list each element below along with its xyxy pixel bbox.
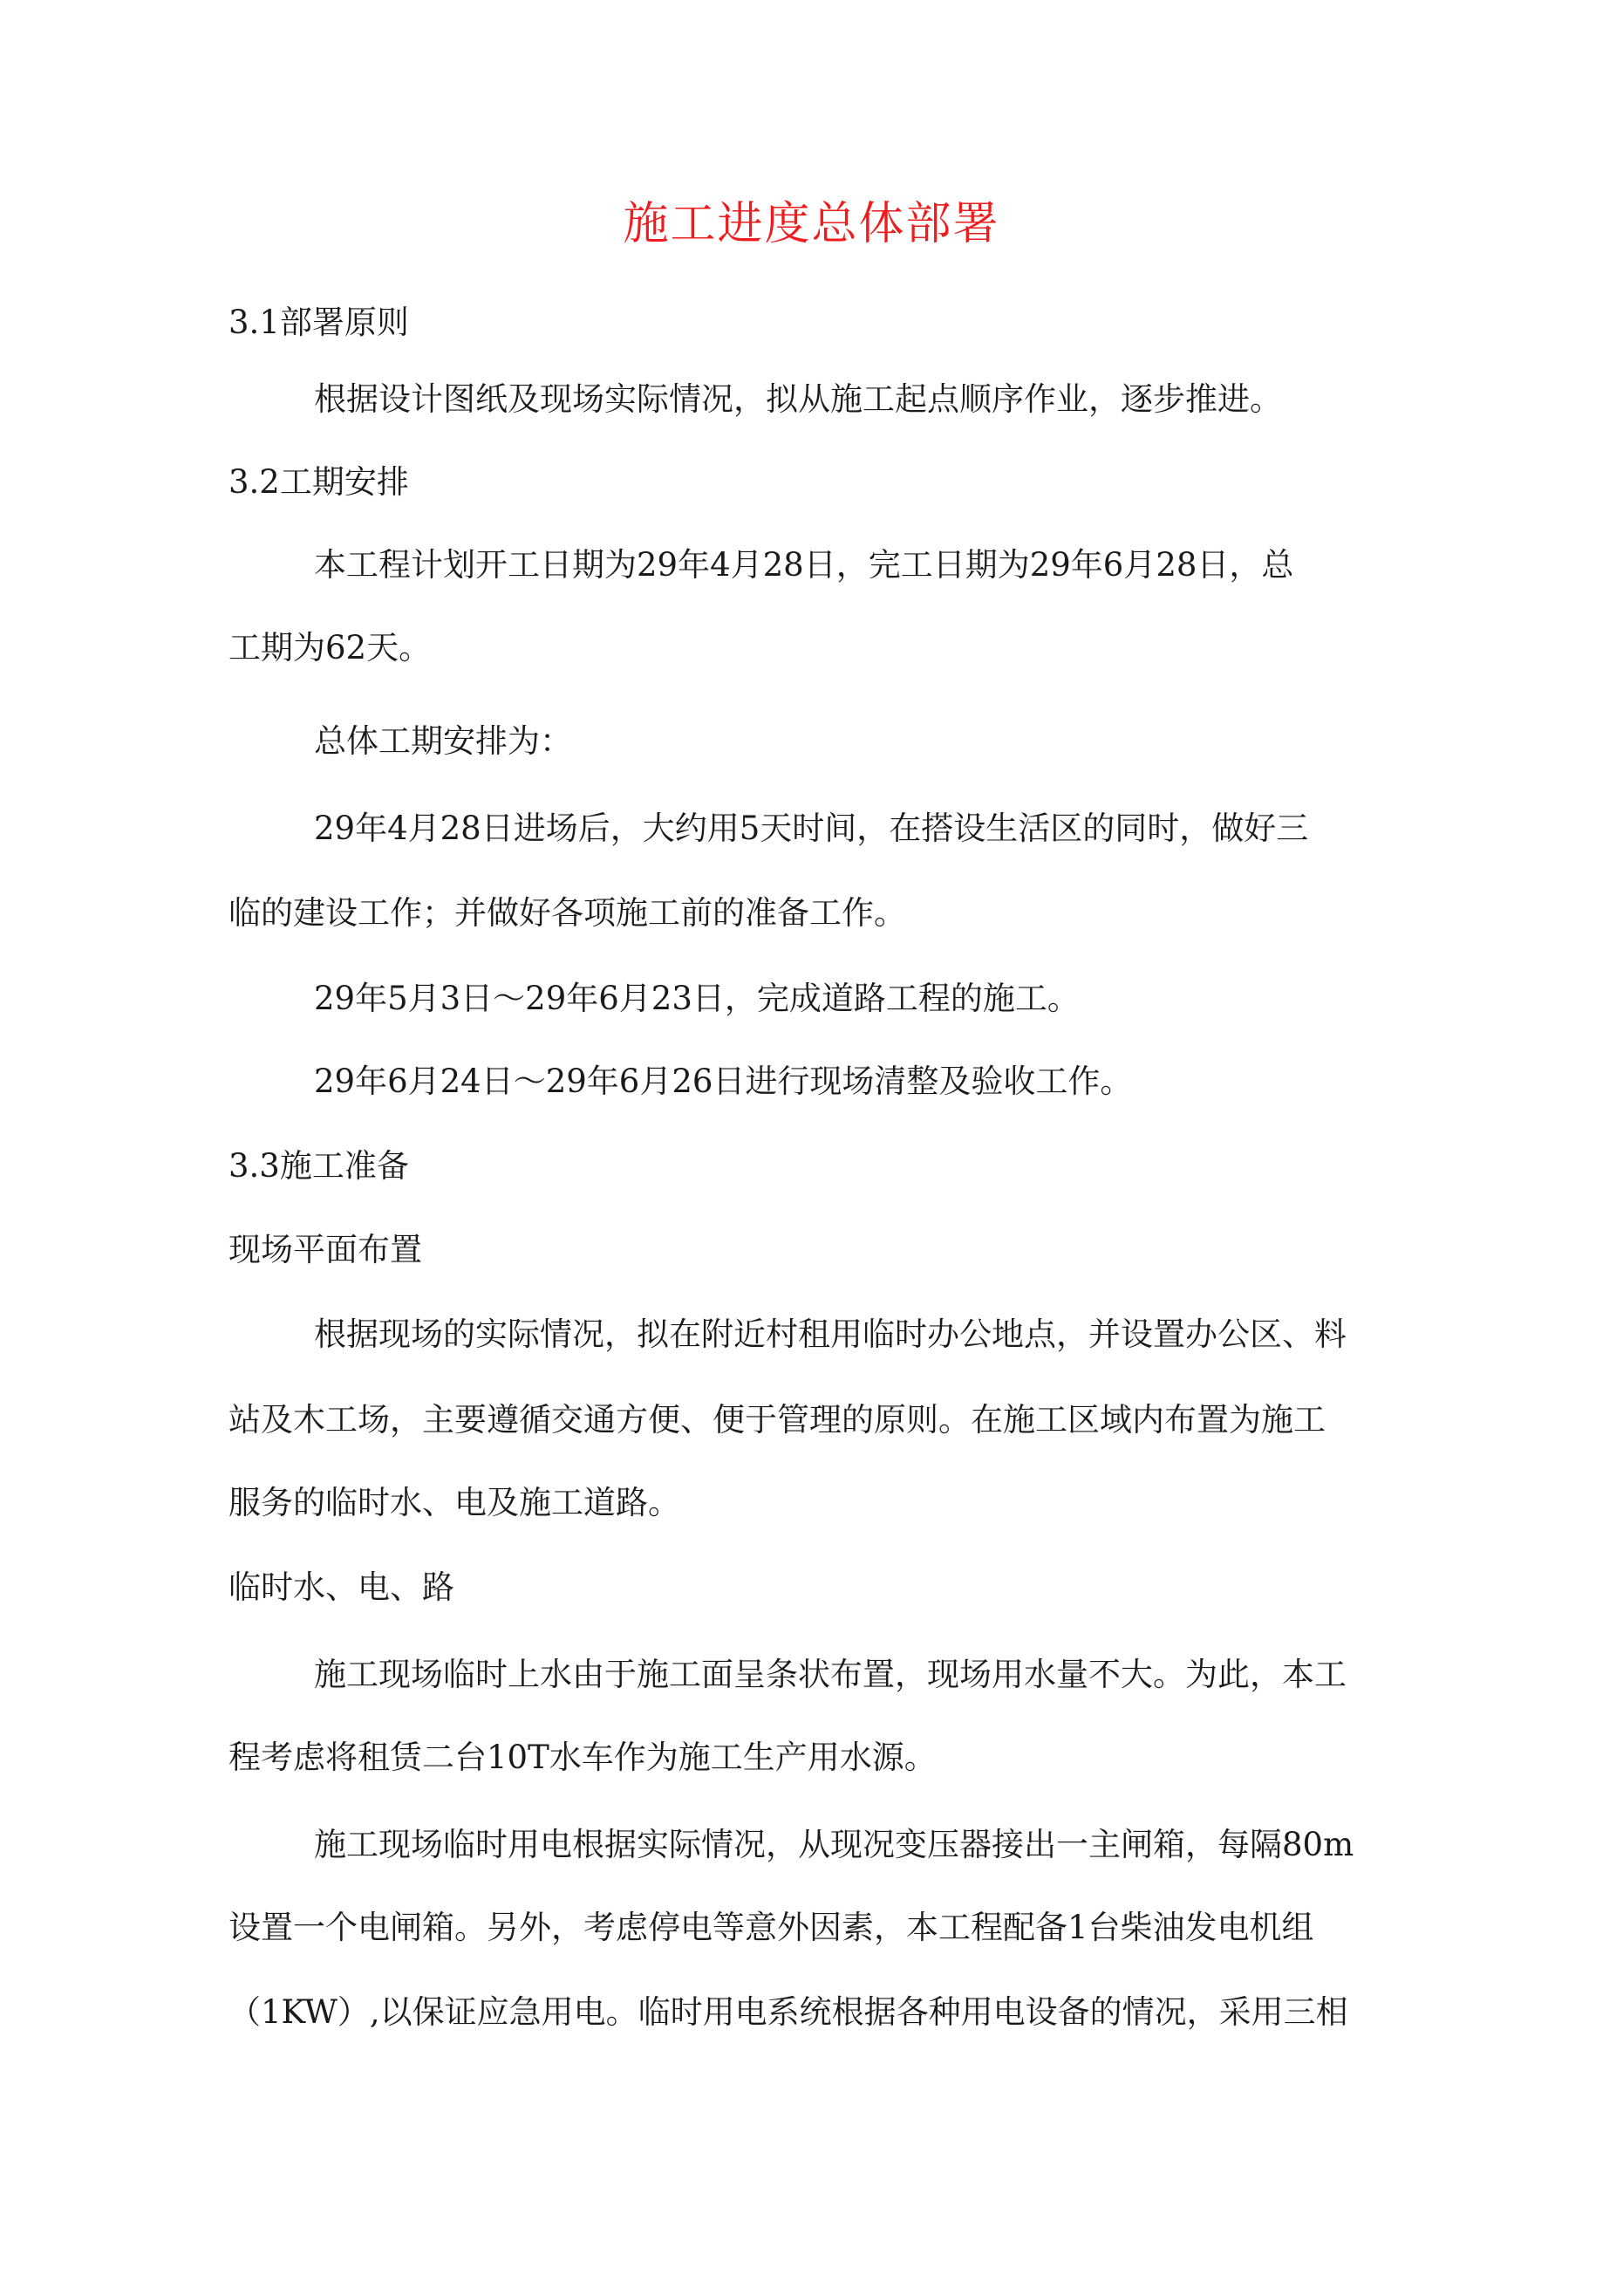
paragraph-line: 总体工期安排为： <box>314 722 572 760</box>
paragraph-line: 29年6月24日〜29年6月26日进行现场清整及验收工作。 <box>314 1063 1133 1100</box>
paragraph-line: 本工程计划开工日期为29年4月28日，完工日期为29年6月28日，总 <box>314 546 1294 584</box>
paragraph-line: 服务的临时水、电及施工道路。 <box>228 1484 680 1521</box>
paragraph-line: 程考虑将租赁二台10T水车作为施工生产用水源。 <box>228 1739 937 1776</box>
paragraph-line: 工期为62天。 <box>228 629 432 666</box>
paragraph-line: 设置一个电闸箱。另外，考虑停电等意外因素，本工程配备1台柴油发电机组 <box>228 1909 1314 1946</box>
subheading-site-layout: 现场平面布置 <box>228 1231 422 1268</box>
paragraph-line: 29年4月28日进场后，大约用5天时间，在搭设生活区的同时，做好三 <box>314 810 1309 847</box>
paragraph-line: （1KW）,以保证应急用电。临时用电系统根据各种用电设备的情况，采用三相 <box>228 1993 1348 2031</box>
subheading-utilities: 临时水、电、路 <box>228 1568 454 1606</box>
paragraph-line: 根据设计图纸及现场实际情况，拟从施工起点顺序作业，逐步推进。 <box>314 380 1282 418</box>
section-heading-3-1: 3.1部署原则 <box>228 304 409 341</box>
paragraph-line: 临的建设工作；并做好各项施工前的准备工作。 <box>228 894 906 932</box>
paragraph-line: 根据现场的实际情况，拟在附近村租用临时办公地点，并设置办公区、料 <box>314 1315 1347 1353</box>
section-heading-3-2: 3.2工期安排 <box>228 463 409 501</box>
paragraph-line: 施工现场临时用电根据实际情况，从现况变压器接出一主闸箱，每隔80m <box>314 1826 1354 1863</box>
paragraph-line: 29年5月3日〜29年6月23日，完成道路工程的施工。 <box>314 980 1080 1017</box>
paragraph-line: 站及木工场，主要遵循交通方便、便于管理的原则。在施工区域内布置为施工 <box>228 1401 1326 1438</box>
document-title: 施工进度总体部署 <box>623 198 1000 250</box>
section-heading-3-3: 3.3施工准备 <box>228 1147 409 1185</box>
paragraph-line: 施工现场临时上水由于施工面呈条状布置，现场用水量不大。为此，本工 <box>314 1656 1347 1693</box>
